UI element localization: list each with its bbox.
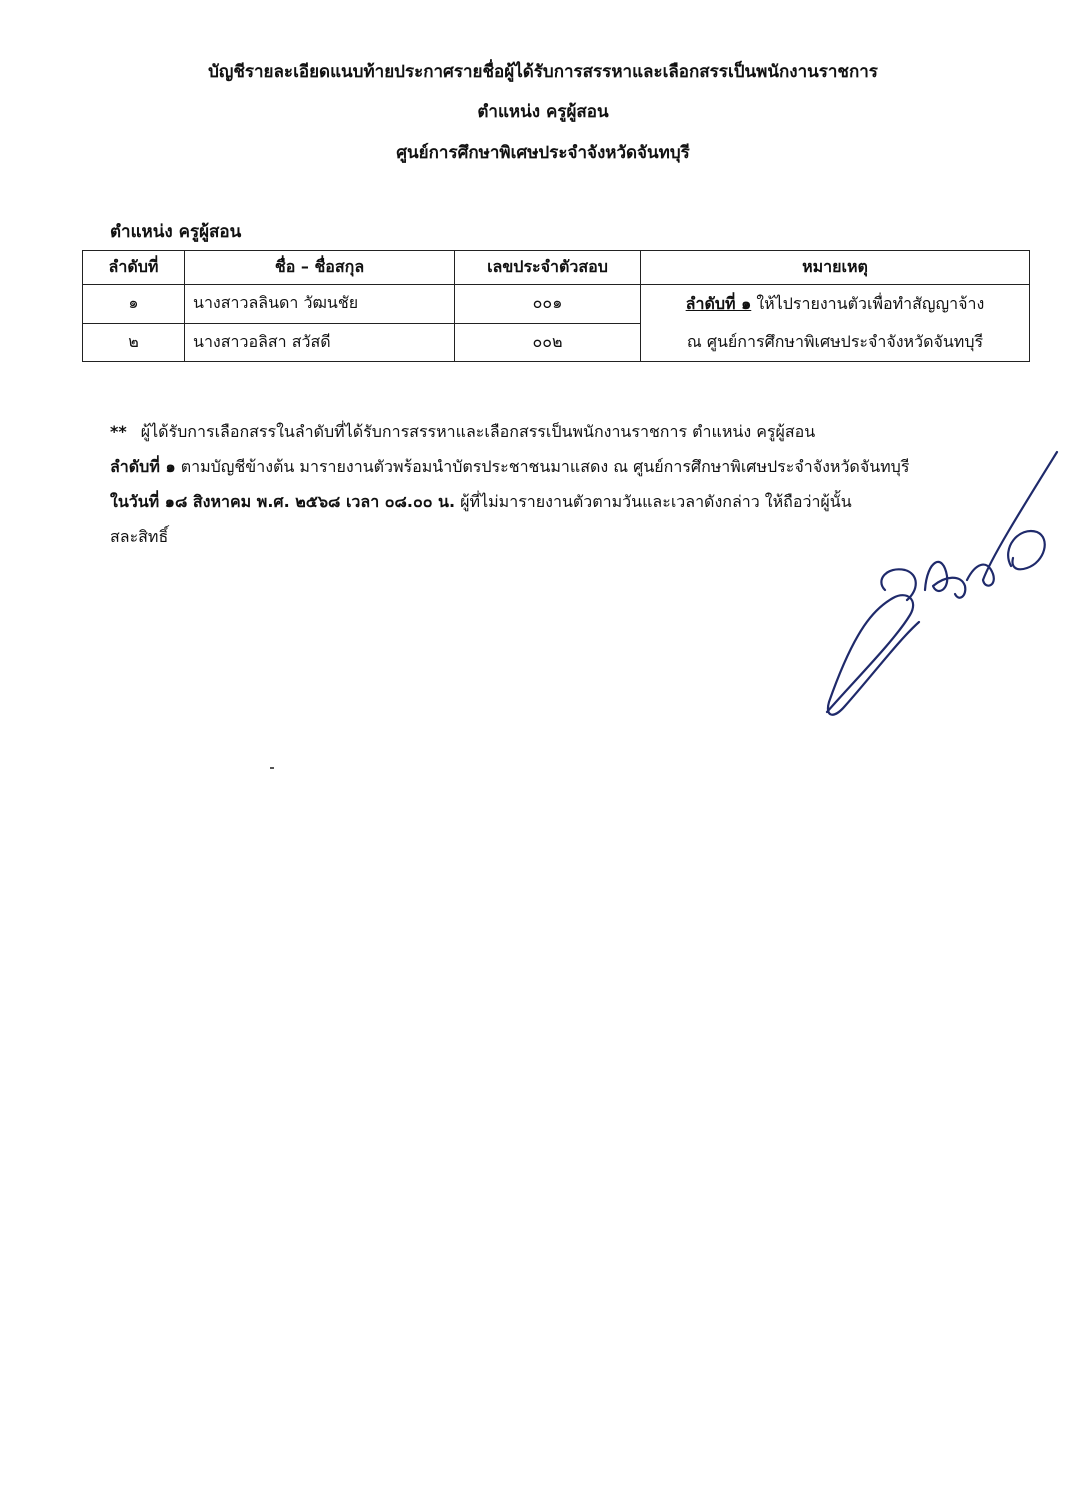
remark-line-2: ณ ศูนย์การศึกษาพิเศษประจำจังหวัดจันทบุรี	[686, 332, 984, 351]
remark-line-1-text: ให้ไปรายงานตัวเพื่อทำสัญญาจ้าง	[751, 294, 985, 313]
cell-name: นางสาวลลินดา วัฒนชัย	[185, 285, 455, 324]
table-row	[83, 285, 1030, 324]
document-subtitle-position: ตำแหน่ง ครูผู้สอน	[477, 102, 609, 122]
candidate-table	[82, 250, 1030, 362]
table-header-row	[83, 251, 1030, 285]
cell-exam-id: ๐๐๑	[455, 285, 641, 324]
document-subtitle-agency: ศูนย์การศึกษาพิเศษประจำจังหวัดจันทบุรี	[396, 143, 690, 163]
header-name: ชื่อ – ชื่อสกุล	[185, 251, 455, 285]
document-title: บัญชีรายละเอียดแนบท้ายประกาศรายชื่อผู้ได้รับการสรรหาและเลือกสรรเป็นพนักงานราชการ	[208, 62, 878, 82]
notice-line-4: สละสิทธิ์	[110, 527, 169, 546]
notice-asterisks: **	[110, 422, 127, 441]
remark-order-prefix: ลำดับที่ ๑	[685, 294, 752, 313]
position-label: ตำแหน่ง ครูผู้สอน	[110, 222, 242, 242]
signature-strokes	[827, 452, 1057, 715]
scan-speck	[270, 767, 274, 769]
notice-date-bold: ในวันที่ ๑๘ สิงหาคม พ.ศ. ๒๕๖๘ เวลา ๐๘.๐๐ น.	[110, 492, 456, 511]
header-order: ลำดับที่	[83, 251, 185, 285]
remark-line-1	[649, 285, 1021, 323]
header-remark: หมายเหตุ	[641, 251, 1030, 285]
cell-name: นางสาวอลิสา สวัสดี	[185, 323, 455, 362]
cell-order: ๑	[83, 285, 185, 324]
notice-line-3-text: ผู้ที่ไม่มารายงานตัวตามวันและเวลาดังกล่าว ให้ถือว่าผู้นั้น	[455, 492, 852, 511]
cell-order: ๒	[83, 323, 185, 362]
notice-line-1-text: ผู้ได้รับการเลือกสรรในลำดับที่ได้รับการสรรหาและเลือกสรรเป็นพนักงานราชการ ตำแหน่ง ครูผู้สอน	[140, 422, 816, 441]
handwritten-signature	[815, 440, 1065, 730]
notice-line-2-text: ตามบัญชีข้างต้น มารายงานตัวพร้อมนำบัตรประชาชนมาแสดง ณ ศูนย์การศึกษาพิเศษประจำจังหวัดจันทบุรี	[175, 457, 910, 476]
header-exam-id: เลขประจำตัวสอบ	[455, 251, 641, 285]
cell-exam-id: ๐๐๒	[455, 323, 641, 362]
cell-remark	[641, 285, 1030, 362]
notice-order-bold: ลำดับที่ ๑	[110, 457, 176, 476]
